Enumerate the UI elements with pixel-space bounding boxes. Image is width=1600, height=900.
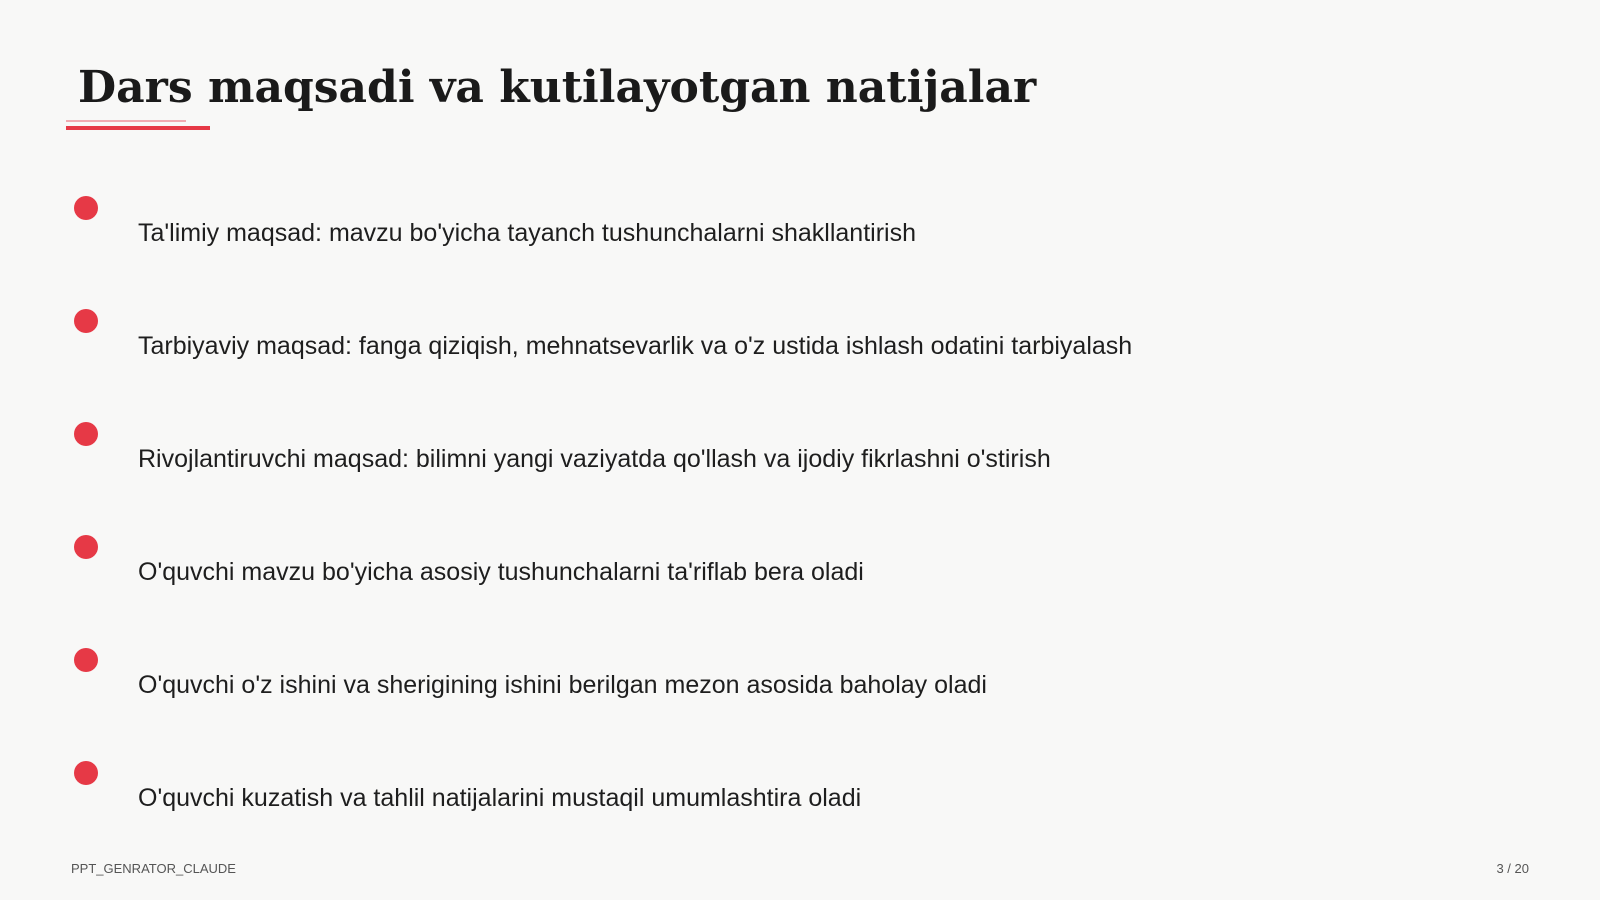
bullet-dot-icon xyxy=(74,648,98,672)
list-item xyxy=(74,422,1474,502)
list-item xyxy=(74,309,1474,389)
list-item-text: Ta'limiy maqsad: mavzu bo'yicha tayanch tushunchalarni shakllantirish xyxy=(138,219,916,247)
bullet-dot-icon xyxy=(74,761,98,785)
slide-title: Dars maqsadi va kutilayotgan natijalar xyxy=(78,62,1037,113)
footer-brand: PPT_GENRATOR_CLAUDE xyxy=(71,861,236,876)
list-item xyxy=(74,648,1474,728)
bullet-dot-icon xyxy=(74,309,98,333)
list-item xyxy=(74,196,1474,276)
list-item xyxy=(74,761,1474,841)
list-item-text: Rivojlantiruvchi maqsad: bilimni yangi vaziyatda qo'llash va ijodiy fikrlashni o'stirish xyxy=(138,445,1051,473)
list-item-text: O'quvchi kuzatish va tahlil natijalarini mustaqil umumlashtira oladi xyxy=(138,784,862,812)
list-item-text: O'quvchi o'z ishini va sherigining ishini berilgan mezon asosida baholay oladi xyxy=(138,671,987,699)
bullet-dot-icon xyxy=(74,422,98,446)
list-item-text: O'quvchi mavzu bo'yicha asosiy tushunchalarni ta'riflab bera oladi xyxy=(138,558,864,586)
bullet-dot-icon xyxy=(74,196,98,220)
list-item-text: Tarbiyaviy maqsad: fanga qiziqish, mehnatsevarlik va o'z ustida ishlash odatini tarbiyalash xyxy=(138,332,1133,360)
bullet-dot-icon xyxy=(74,535,98,559)
page-number: 3 / 20 xyxy=(1496,861,1529,876)
list-item xyxy=(74,535,1474,615)
